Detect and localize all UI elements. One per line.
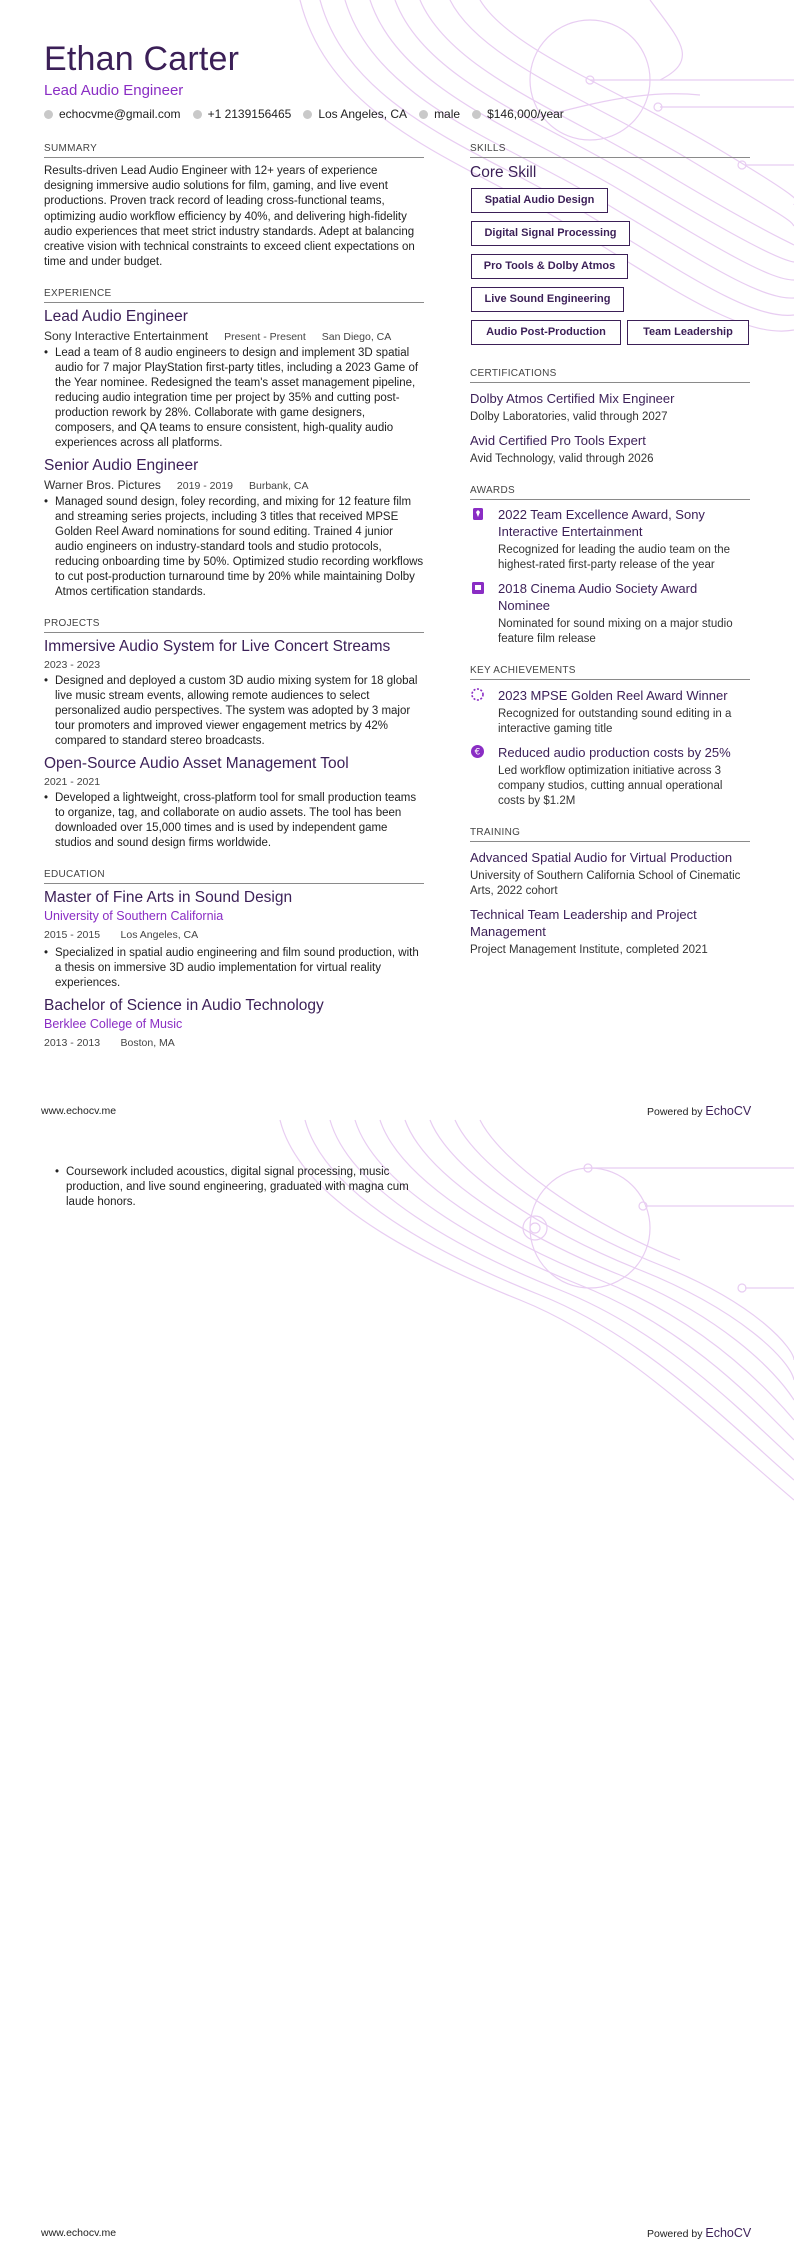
- education-item: [44, 889, 424, 991]
- education-location: Boston, MA: [120, 1037, 175, 1050]
- svg-text:€: €: [474, 747, 481, 758]
- experience-bullet: • Managed sound design, foley recording, and mixing for 12 feature film and streaming series projects, including 3 titles that received MPSE Golden Reel Award nominations for sound editing. Trained 4 junior audio engineers on industry-standard tools and studio protocols, reducing onboarding time by 50%. Optimized studio recording workflows to cut post-production turnaround time by 20% while maintaining Dolby Atmos certification standards.: [55, 495, 424, 600]
- achievement-item: [470, 744, 750, 809]
- certification-title: Dolby Atmos Certified Mix Engineer: [470, 391, 675, 406]
- footer-site-link[interactable]: www.echocv.me: [41, 1105, 117, 1117]
- skill-tag: Audio Post-Production: [471, 320, 621, 345]
- training-item: [470, 906, 750, 958]
- project-bullet: • Designed and deployed a custom 3D audio mixing system for 18 global live music stream events, allowing remote audiences to select personalized audio perspectives. The system was adopted by 3 major tour promoters and improved viewer engagement metrics by 42% compared to standard stereo broadcasts.: [55, 674, 424, 749]
- footer-site-link[interactable]: www.echocv.me: [41, 2227, 117, 2239]
- experience-bullet: • Lead a team of 8 audio engineers to design and implement 3D spatial audio for 7 major PlayStation first-party titles, including a 2023 Game of the Year nominee. Redesigned the team's asset management pipeline, reducing audio integration time per project by 35% and cutting post-production rework by 28%. Collaborate with game designers, composers, and QA teams to ensure consistent, high-quality audio experiences across all platforms.: [55, 346, 424, 451]
- skill-tag: Team Leadership: [627, 320, 749, 345]
- education-bullet: • Specialized in spatial audio engineering and film sound production, with a thesis on immersive 3D audio implementation for virtual reality experiences.: [55, 946, 424, 991]
- book-icon: [472, 582, 484, 594]
- certifications-heading: CERTIFICATIONS: [470, 368, 750, 383]
- summary-text: Results-driven Lead Audio Engineer with 12+ years of experience designing immersive audio solutions for film, gaming, and live event productions. Proven track record of leading cross-functional teams, optimizing audio workflow efficiency by 40%, and delivering high-fidelity audio experiences that meet strict industry standards. Adept at balancing creative vision with technical constraints to exceed client expectations on time and under budget.: [44, 165, 415, 269]
- training-title: Advanced Spatial Audio for Virtual Production: [470, 850, 733, 865]
- contact-phone[interactable]: +1 2139156465: [193, 107, 292, 121]
- certification-item: [470, 432, 750, 467]
- right-column: [470, 143, 750, 958]
- achievement-detail: Led workflow optimization initiative across 3 company studios, cutting annual operational costs by $1.2M: [498, 765, 723, 807]
- award-item: [470, 580, 750, 647]
- education-item: [44, 997, 424, 1051]
- award-title: 2022 Team Excellence Award, Sony Interactive Entertainment: [498, 507, 705, 539]
- experience-company: Sony Interactive Entertainment: [44, 329, 209, 344]
- certification-detail: Dolby Laboratories, valid through 2027: [470, 411, 668, 423]
- education-continued: [55, 1165, 426, 1210]
- education-degree: Bachelor of Science in Audio Technology: [44, 997, 324, 1015]
- projects-heading: PROJECTS: [44, 618, 424, 633]
- skills-heading: SKILLS: [470, 143, 750, 158]
- experience-location: Burbank, CA: [248, 480, 309, 493]
- phone-icon: [193, 110, 202, 119]
- brand-logo[interactable]: EchoCV: [705, 2226, 752, 2240]
- certification-detail: Avid Technology, valid through 2026: [470, 453, 654, 465]
- experience-heading: EXPERIENCE: [44, 288, 424, 303]
- project-item: [44, 638, 424, 749]
- certification-title: Avid Certified Pro Tools Expert: [470, 433, 646, 448]
- education-dates: 2013 - 2013: [44, 1037, 101, 1050]
- summary-heading: SUMMARY: [44, 143, 424, 158]
- education-school: University of Southern California: [44, 909, 224, 924]
- money-icon: [472, 110, 481, 119]
- footer-powered: Powered by EchoCV: [647, 1104, 752, 1118]
- contact-gender: male: [419, 107, 460, 121]
- training-heading: TRAINING: [470, 827, 750, 842]
- brand-logo[interactable]: EchoCV: [705, 1104, 752, 1118]
- project-dates: 2021 - 2021: [44, 776, 101, 789]
- education-dates: 2015 - 2015: [44, 929, 101, 942]
- achievement-title: Reduced audio production costs by 25%: [498, 745, 731, 760]
- achievement-title: 2023 MPSE Golden Reel Award Winner: [498, 688, 728, 703]
- training-detail: University of Southern California School of Cinematic Arts, 2022 cohort: [470, 870, 741, 897]
- contact-salary: $146,000/year: [472, 107, 564, 121]
- candidate-name: Ethan Carter: [44, 40, 240, 78]
- skills-list: [470, 188, 750, 354]
- education-heading: EDUCATION: [44, 869, 424, 884]
- education-school: Berklee College of Music: [44, 1017, 183, 1032]
- dotted-circle-icon: [471, 688, 484, 701]
- education-bullet: • Coursework included acoustics, digital signal processing, music production, and live sound engineering, graduated with magna cum laude honors.: [66, 1165, 426, 1210]
- experience-dates: Present - Present: [224, 331, 306, 344]
- experience-item: [44, 308, 424, 451]
- award-title: 2018 Cinema Audio Society Award Nominee: [498, 581, 698, 613]
- training-item: [470, 849, 750, 899]
- skills-group-title: Core Skill: [470, 164, 537, 181]
- experience-dates: 2019 - 2019: [176, 480, 233, 493]
- award-detail: Nominated for sound mixing on a major studio feature film release: [498, 618, 733, 645]
- training-detail: Project Management Institute, completed 2021: [470, 944, 708, 956]
- project-title: Open-Source Audio Asset Management Tool: [44, 755, 349, 773]
- experience-role: Senior Audio Engineer: [44, 457, 199, 475]
- project-item: [44, 755, 424, 851]
- award-detail: Recognized for leading the audio team on the highest-rated first-party release of the year: [498, 544, 731, 571]
- award-icon: [472, 508, 484, 520]
- project-bullet: • Developed a lightweight, cross-platform tool for small production teams to organize, tag, and collaborate on audio assets. The tool has been downloaded over 15,000 times and is used by independent game studios and sound design firms worldwide.: [55, 791, 424, 851]
- project-title: Immersive Audio System for Live Concert Streams: [44, 638, 391, 656]
- skill-tag: Pro Tools & Dolby Atmos: [471, 254, 628, 279]
- achievements-heading: KEY ACHIEVEMENTS: [470, 665, 750, 680]
- euro-icon: [471, 745, 484, 758]
- location-icon: [303, 110, 312, 119]
- certification-item: [470, 390, 750, 425]
- awards-heading: AWARDS: [470, 485, 750, 500]
- education-location: Los Angeles, CA: [120, 929, 199, 942]
- project-dates: 2023 - 2023: [44, 659, 101, 672]
- contact-location: Los Angeles, CA: [303, 107, 407, 121]
- achievement-item: [470, 687, 750, 737]
- email-icon: [44, 110, 53, 119]
- skill-tag: Digital Signal Processing: [471, 221, 630, 246]
- experience-role: Lead Audio Engineer: [44, 308, 188, 326]
- experience-location: San Diego, CA: [321, 331, 392, 344]
- experience-company: Warner Bros. Pictures: [44, 478, 161, 493]
- footer-powered: Powered by EchoCV: [647, 2226, 752, 2240]
- education-degree: Master of Fine Arts in Sound Design: [44, 889, 293, 907]
- award-item: [470, 506, 750, 573]
- job-title: Lead Audio Engineer: [44, 82, 184, 99]
- contact-email[interactable]: echocvme@gmail.com: [44, 107, 181, 121]
- experience-item: [44, 457, 424, 600]
- contact-row: [44, 107, 564, 121]
- left-column: [44, 143, 424, 1051]
- skill-tag: Live Sound Engineering: [471, 287, 624, 312]
- skill-tag: Spatial Audio Design: [471, 188, 608, 213]
- achievement-detail: Recognized for outstanding sound editing in a interactive gaming title: [498, 708, 732, 735]
- training-title: Technical Team Leadership and Project Management: [470, 907, 697, 939]
- person-icon: [419, 110, 428, 119]
